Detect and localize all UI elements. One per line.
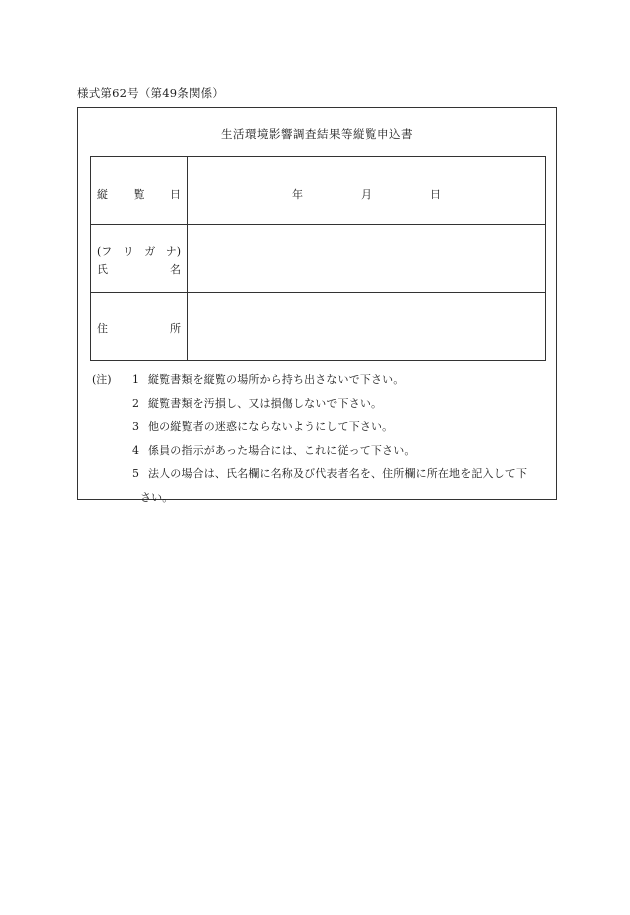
name-field[interactable]	[188, 225, 545, 292]
note-text: 法人の場合は、氏名欄に名称及び代表者名を、住所欄に所在地を記入して下	[148, 467, 528, 480]
form-frame	[77, 107, 557, 504]
note-text: 縦覧書類を汚損し、又は損傷しないで下さい。	[148, 396, 383, 410]
note-item	[92, 462, 552, 486]
note-item	[92, 368, 552, 392]
address-field[interactable]	[188, 293, 545, 361]
note-text: 係員の指示があった場合には、これに従って下さい。	[148, 443, 416, 457]
year-label: 年	[292, 188, 303, 201]
application-table	[90, 156, 546, 361]
note-number: 2	[132, 396, 139, 410]
note-item-continuation	[92, 486, 552, 510]
furigana-label: (フ リ ガ ナ)	[97, 245, 181, 258]
address-label: 住 所	[97, 322, 181, 335]
day-label: 日	[430, 188, 441, 201]
note-text: 他の縦覧者の迷惑にならないようにして下さい。	[148, 420, 394, 433]
note-item	[92, 439, 552, 463]
viewing-date-label: 縦 覧 日	[97, 188, 181, 201]
name-label: 氏 名	[97, 263, 181, 276]
note-number: 4	[132, 443, 139, 457]
note-item	[92, 415, 552, 439]
form-number: 様式第62号（第49条関係）	[77, 86, 225, 100]
month-label: 月	[361, 188, 372, 201]
note-number: 1	[132, 373, 139, 386]
note-number: 3	[132, 420, 139, 433]
note-number: 5	[132, 467, 139, 480]
notes-section	[92, 368, 552, 509]
note-text-continuation: さい。	[140, 490, 174, 504]
note-text: 縦覧書類を縦覧の場所から持ち出さないで下さい。	[148, 373, 405, 386]
form-title: 生活環境影響調査結果等縦覧申込書	[221, 127, 413, 141]
note-item	[92, 392, 552, 416]
notes-heading: (注)	[92, 373, 112, 386]
viewing-date-field[interactable]	[188, 186, 545, 202]
